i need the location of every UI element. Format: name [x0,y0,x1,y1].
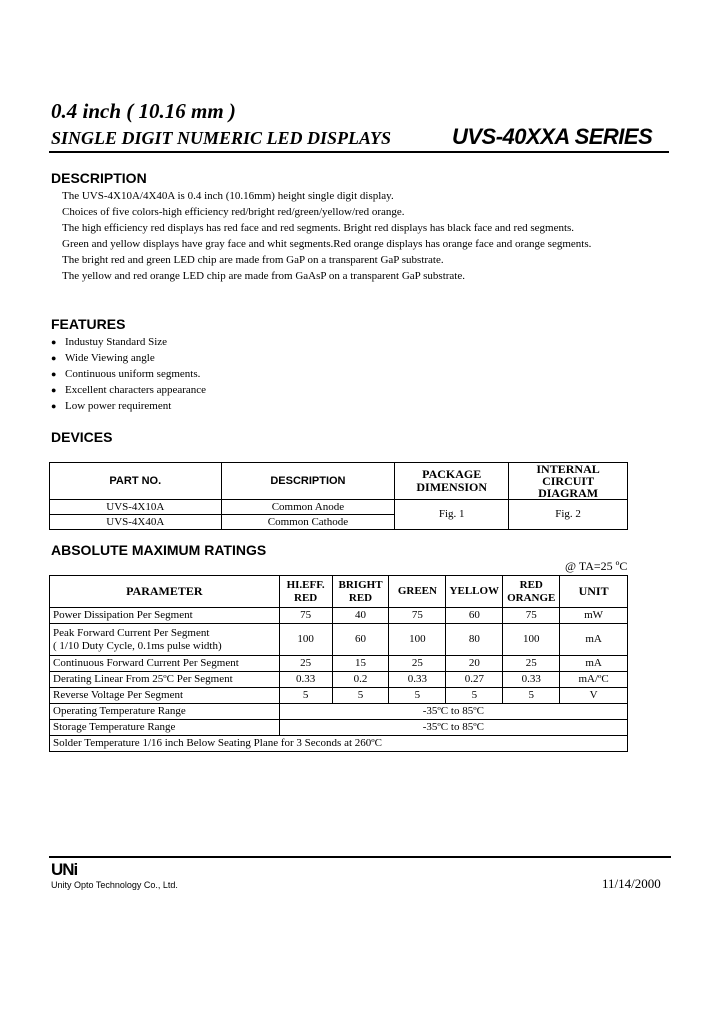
ratings-table [49,575,628,752]
value-cell: 25 [389,656,446,672]
parameter-label: Reverse Voltage Per Segment [50,688,280,704]
company-logo: UNi [51,860,78,879]
description-line: The bright red and green LED chip are made from GaP on a transparent GaP substrate. [62,254,444,266]
value-cell: 75 [279,608,332,624]
parameter-label: Peak Forward Current Per Segment ( 1/10 Duty Cycle, 0.1ms pulse width) [50,624,280,656]
unit-cell: mA/ºC [560,672,628,688]
green-header: GREEN [389,576,446,608]
description-line: The yellow and red orange LED chip are made from GaAsP on a transparent GaP substrate. [62,270,465,282]
bullet-icon: ● [51,401,57,411]
solder-temperature-note: Solder Temperature 1/16 inch Below Seating Plane for 3 Seconds at 260ºC [50,736,628,752]
circuit-fig: Fig. 2 [509,500,628,530]
description-heading: DESCRIPTION [51,170,147,186]
value-cell: 40 [332,608,389,624]
devices-table [49,462,628,530]
series-title: UVS-40XXA SERIES [452,124,653,149]
description-line: Green and yellow displays have gray face and whit segments.Red orange displays has orange face and orange segments. [62,238,592,250]
parameter-label: Storage Temperature Range [50,720,280,736]
value-cell: 25 [503,656,560,672]
value-cell: 0.33 [389,672,446,688]
value-cell: 100 [503,624,560,656]
part-description: Common Anode [221,500,395,515]
part-no: UVS-4X40A [50,515,222,530]
table-header-row [50,576,628,608]
unit-header: UNIT [560,576,628,608]
list-item: ● Continuous uniform segments. [51,368,201,380]
table-row [50,624,628,656]
description-line: The UVS-4X10A/4X40A is 0.4 inch (10.16mm) height single digit display. [62,190,394,202]
product-size-heading: 0.4 inch ( 10.16 mm ) [51,99,236,123]
parameter-header: PARAMETER [50,576,280,608]
parameter-label: Operating Temperature Range [50,704,280,720]
hleff-red-header: HI.EFF. RED [279,576,332,608]
value-cell: 80 [446,624,503,656]
value-cell: 75 [503,608,560,624]
header-divider [49,151,669,153]
list-item: ● Wide Viewing angle [51,352,155,364]
table-row [50,736,628,752]
list-item: ● Industuy Standard Size [51,336,168,348]
value-cell: 5 [389,688,446,704]
value-cell: 60 [332,624,389,656]
package-header: PACKAGE DIMENSION [395,463,509,500]
devices-heading: DEVICES [51,429,113,445]
bullet-icon: ● [51,337,57,347]
table-row [50,608,628,624]
value-cell: 60 [446,608,503,624]
value-cell: 0.33 [503,672,560,688]
part-no-header: PART NO. [50,463,222,500]
value-cell: 5 [446,688,503,704]
unit-cell: mW [560,608,628,624]
part-description: Common Cathode [221,515,395,530]
description-text [62,188,591,284]
value-cell: 5 [279,688,332,704]
table-header-row [50,463,628,500]
package-fig: Fig. 1 [395,500,509,530]
ratings-heading: ABSOLUTE MAXIMUM RATINGS [51,542,267,558]
value-cell: 0.2 [332,672,389,688]
value-cell: 0.33 [279,672,332,688]
table-row [50,720,628,736]
table-row [50,672,628,688]
table-row [50,688,628,704]
unit-cell: mA [560,624,628,656]
unit-cell: mA [560,656,628,672]
circuit-header: INTERNAL CIRCUIT DIAGRAM [509,463,628,500]
document-date: 11/14/2000 [602,876,661,891]
value-cell: 20 [446,656,503,672]
red-orange-header: RED ORANGE [503,576,560,608]
value-cell: 15 [332,656,389,672]
value-cell: 100 [279,624,332,656]
value-cell: 0.27 [446,672,503,688]
table-row [50,656,628,672]
table-row [50,704,628,720]
temperature-range: -35ºC to 85ºC [279,720,627,736]
temperature-range: -35ºC to 85ºC [279,704,627,720]
value-cell: 5 [332,688,389,704]
description-header: DESCRIPTION [221,463,395,500]
value-cell: 5 [503,688,560,704]
bullet-icon: ● [51,369,57,379]
value-cell: 75 [389,608,446,624]
product-title: SINGLE DIGIT NUMERIC LED DISPLAYS [51,128,392,148]
list-item: ● Low power requirement [51,400,172,412]
value-cell: 25 [279,656,332,672]
yellow-header: YELLOW [446,576,503,608]
features-heading: FEATURES [51,316,126,332]
description-line: Choices of five colors-high efficiency red/bright red/green/yellow/red orange. [62,206,405,218]
company-name: Unity Opto Technology Co., Ltd. [51,880,178,890]
bright-red-header: BRIGHT RED [332,576,389,608]
footer-divider [49,856,671,858]
bullet-icon: ● [51,385,57,395]
value-cell: 100 [389,624,446,656]
features-list [51,334,206,414]
table-row [50,500,628,515]
parameter-label: Continuous Forward Current Per Segment [50,656,280,672]
list-item: ● Excellent characters appearance [51,384,207,396]
part-no: UVS-4X10A [50,500,222,515]
parameter-label: Power Dissipation Per Segment [50,608,280,624]
parameter-label: Derating Linear From 25ºC Per Segment [50,672,280,688]
description-line: The high efficiency red displays has red face and red segments. Bright red displays has black face and red segments. [62,222,575,234]
bullet-icon: ● [51,353,57,363]
ambient-condition: @ TA=25 ºC [565,559,628,573]
unit-cell: V [560,688,628,704]
